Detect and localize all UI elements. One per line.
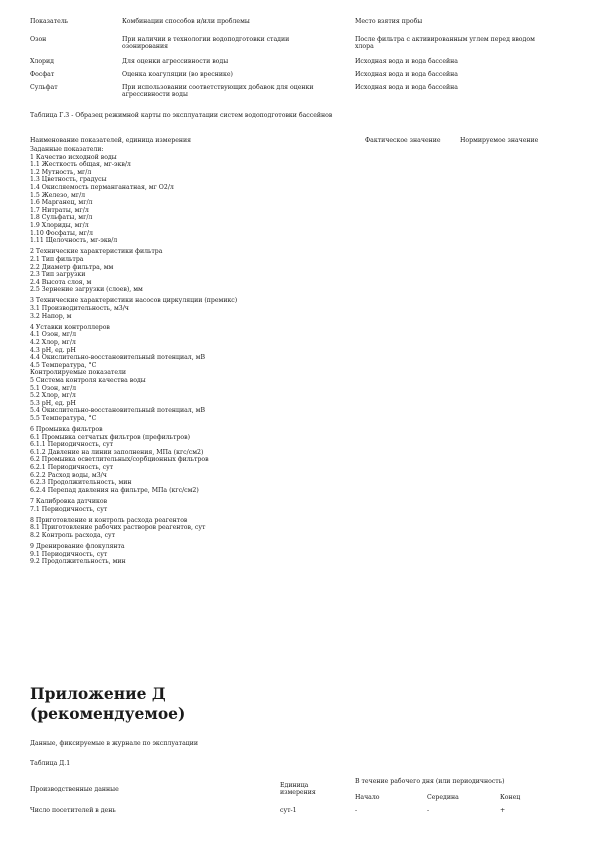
- table-g-cell: Сульфат: [30, 84, 58, 91]
- appendix-subtitle-recommended: (рекомендуемое): [30, 704, 186, 723]
- table-g3-row: 6 Промывка фильтров: [30, 426, 103, 433]
- table-g-header-sample-place: Место взятия пробы: [355, 18, 423, 25]
- table-g3-row: 3.1 Производительность, м3/ч: [30, 305, 129, 312]
- table-d1-header-period: В течение рабочего дня (или периодичность): [355, 778, 505, 785]
- table-d1-header-middle: Середина: [427, 794, 459, 801]
- table-g3-row: 2.1 Тип фильтра: [30, 255, 84, 263]
- table-d1-header-unit: Единица измерения: [280, 782, 316, 796]
- table-g-cell: Для оценки агрессивности воды: [122, 58, 229, 65]
- table-g3-row: Контролируемые показатели: [30, 369, 127, 377]
- table-g3-row: 8 Приготовление и контроль расхода реагентов: [30, 516, 188, 524]
- table-g-cell: При наличии в технологии водоподготовки стадии озонирования: [122, 36, 290, 50]
- table-g3-row: 1.4 Окисляемость перманганатная, мг О2/л: [30, 184, 174, 191]
- table-g3-row: 1 Качество исходной воды: [30, 153, 117, 161]
- table-g3-row: 6.2.4 Перепад давления на фильтре, МПа (кгс/см2): [30, 486, 199, 494]
- appendix-description: Данные, фиксируемые в журнале по эксплуатации: [30, 740, 198, 747]
- table-g-cell: Оценка коагуляции (во вреснике): [122, 71, 233, 78]
- table-g3-row: 6.1.1 Периодичность, сут: [30, 441, 114, 449]
- table-g3-row: 2.2 Диаметр фильтра, мм: [30, 263, 114, 271]
- table-g3-row: 4.5 Температура, °С: [30, 361, 97, 369]
- table-g3-row: 5.2 Хлор, мг/л: [30, 392, 76, 400]
- table-d1-caption: Таблица Д.1: [30, 760, 71, 767]
- table-g3-row: 1.9 Хлориды, мг/л: [30, 222, 89, 229]
- table-g-cell: Хлорид: [30, 58, 54, 65]
- table-g3-row: 1.3 Цветность, градусы: [30, 176, 107, 184]
- table-g3-row: 6.2.2 Расход воды, м3/ч: [30, 471, 107, 479]
- table-g3-row: 5.5 Температура, °С: [30, 414, 97, 422]
- table-g3-header-actual: Фактическое значение: [365, 137, 441, 144]
- table-g-cell: Исходная вода и вода бассейна: [355, 84, 458, 91]
- table-g3-row: 6.2 Промывка осветлительных/сорбционных фильтров: [30, 456, 209, 464]
- table-g3-row: 8.2 Контроль расхода, сут: [30, 531, 116, 539]
- table-g-cell: Исходная вода и вода бассейна: [355, 71, 458, 78]
- table-d1-cell-unit: сут-1: [280, 807, 297, 814]
- table-d1-cell-middle: -: [427, 807, 430, 814]
- table-g3-row: 4.4 Окислительно-восстановительный потенциал, мВ: [30, 354, 206, 362]
- table-g3-row: 4.1 Озон, мг/л: [30, 331, 77, 339]
- table-d1-cell-data: Число посетителей в день: [30, 807, 116, 814]
- table-g3-row: 9.1 Периодичность, сут: [30, 550, 108, 558]
- table-g3-row: 5 Система контроля качества воды: [30, 376, 146, 384]
- table-g-cell: Исходная вода и вода бассейна: [355, 58, 458, 65]
- table-g3-row: 5.3 pH, ед. pH: [30, 399, 76, 407]
- table-g3-row: 7.1 Периодичность, сут: [30, 505, 108, 513]
- table-g3-row: 6.1.2 Давление на линии заполнения, МПа (кгс/см2): [30, 448, 204, 456]
- table-g3-row: 9.2 Продолжительность, мин: [30, 558, 126, 566]
- table-g3-row: 6.1 Промывка сетчатых фильтров (префильтров): [30, 433, 191, 441]
- table-g3-row: 6.2.3 Продолжительность, мин: [30, 479, 132, 487]
- table-g-cell: При использовании соответствующих добавок для оценки агрессивности воды: [122, 84, 314, 98]
- table-g3-row: 6.2.1 Периодичность, сут: [30, 464, 114, 471]
- table-d1-cell-start: -: [355, 807, 358, 814]
- table-g3-row: 5.4 Окислительно-восстановительный потенциал, мВ: [30, 407, 206, 415]
- table-g3-row: 1.2 Мутность, мг/л: [30, 168, 92, 176]
- table-g3-row: 3.2 Напор, м: [30, 312, 72, 320]
- table-g3-row: 1.1 Жесткость общая, мг-экв/л: [30, 161, 131, 169]
- table-g3-row: 7 Калибровка датчиков: [30, 497, 108, 505]
- table-d1-header-start: Начало: [355, 794, 380, 801]
- table-d1-cell-end: +: [500, 807, 506, 814]
- table-g3-row: 2.5 Зернение загрузки (слоев), мм: [30, 286, 143, 294]
- table-g-header-indicator: Показатель: [30, 18, 69, 25]
- table-d1-header-end: Конец: [500, 794, 521, 801]
- table-g3-row: 1.11 Щелочность, мг-экв/л: [30, 237, 118, 245]
- table-g3-row: 4.3 pH, ед. pH: [30, 346, 76, 354]
- table-g3-row: 1.8 Сульфаты, мг/л: [30, 214, 93, 222]
- table-g3-row: 9 Дренирование флокулянта: [30, 542, 125, 550]
- table-g3-row: 4.2 Хлор, мг/л: [30, 338, 76, 346]
- table-g-cell: Фосфат: [30, 71, 55, 78]
- table-g3-row: 5.1 Озон, мг/л: [30, 384, 77, 392]
- table-g3-row: 1.5 Железо, мг/л: [30, 191, 86, 199]
- table-d1-header-data: Производственные данные: [30, 786, 119, 793]
- table-g3-header-normative: Нормируемое значение: [460, 137, 539, 144]
- table-g3-row: 1.6 Марганец, мг/л: [30, 199, 93, 207]
- table-g3-row: 1.7 Нитраты, мг/л: [30, 206, 89, 214]
- table-g3-row: 1.10 Фосфаты, мг/л: [30, 229, 93, 237]
- table-g3-row: 3 Технические характеристики насосов циркуляции (премикс): [30, 297, 238, 305]
- table-g3-caption: Таблица Г.3 - Образец режимной карты по эксплуатации систем водоподготовки бассейнов: [30, 112, 333, 119]
- table-g3-header-name: Наименование показателей, единица измерения: [30, 137, 192, 144]
- table-g-cell: После фильтра с активированным углем перед вводом хлора: [355, 36, 535, 50]
- table-g3-row: 2.3 Тип загрузки: [30, 271, 86, 279]
- table-g3-row: Заданные показатели:: [30, 146, 104, 153]
- table-g-cell: Озон: [30, 36, 47, 43]
- table-g3-row: 2.4 Высота слоя, м: [30, 278, 92, 286]
- table-g3-row: 2 Технические характеристики фильтра: [30, 248, 163, 256]
- appendix-title: Приложение Д: [30, 684, 166, 703]
- table-g3-row: 4 Уставки контроллеров: [30, 323, 110, 331]
- table-g-header-combination: Комбинации способов и/или проблемы: [122, 18, 250, 25]
- table-g3-row: 8.1 Приготовление рабочих растворов реагентов, сут: [30, 524, 206, 532]
